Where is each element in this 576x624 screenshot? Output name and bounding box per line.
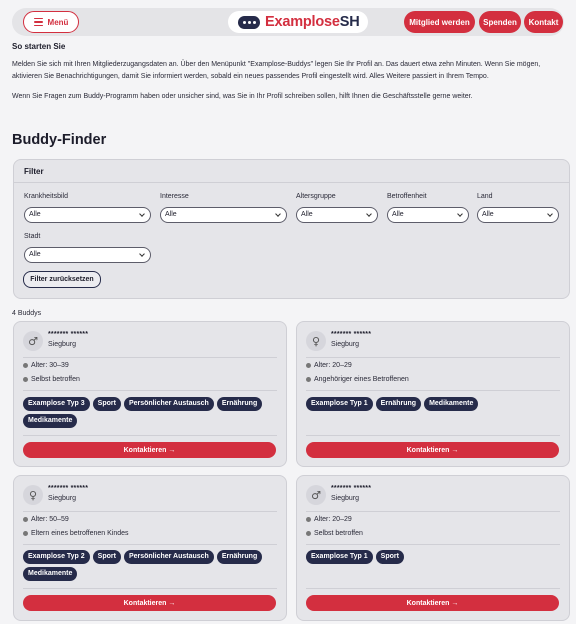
buddy-age: Alter: 30–39 xyxy=(23,362,69,369)
contact-buddy-button[interactable]: Kontaktieren → xyxy=(23,595,276,611)
site-header xyxy=(12,8,564,36)
tag-list xyxy=(306,550,564,564)
intro-paragraph-1: Melden Sie sich mit Ihren Mitgliederzugangsdaten an. Über den Menüpunkt "Examplose-Buddys" legen Sie Ihr Profil an. Das dauert etwa zehn Minuten. Wenn Sie mögen, aktivieren Sie Benachrichtigungen, damit Sie informiert werden, sobald ein neues passendes Profil eingestellt wird. Alles Weitere passiert in Ihrem Tempo. xyxy=(12,61,541,80)
filter-label-altersgruppe: Altersgruppe xyxy=(296,193,336,200)
dot-icon xyxy=(306,363,311,368)
dot-icon xyxy=(306,377,311,382)
select-land[interactable]: Alle xyxy=(477,207,559,223)
dot-icon xyxy=(306,517,311,522)
buddy-city: Siegburg xyxy=(48,341,77,348)
buddy-relation: Selbst betroffen xyxy=(23,376,80,383)
tag-list xyxy=(23,397,281,428)
tag: Persönlicher Austausch xyxy=(124,397,214,411)
dot-icon xyxy=(23,377,28,382)
divider xyxy=(306,390,560,391)
divider xyxy=(306,544,560,545)
tag: Sport xyxy=(93,397,121,411)
divider xyxy=(23,544,277,545)
buddy-age: Alter: 20–29 xyxy=(306,516,352,523)
dot-icon xyxy=(23,363,28,368)
buddy-relation: Angehöriger eines Betroffenen xyxy=(306,376,409,383)
buddy-city: Siegburg xyxy=(48,495,77,502)
become-member-button[interactable]: Mitglied werden xyxy=(404,11,475,33)
buddy-name: ******* ****** xyxy=(48,331,89,338)
select-stadt[interactable]: Alle xyxy=(24,247,151,263)
buddy-name: ******* ****** xyxy=(331,331,372,338)
buddy-city: Siegburg xyxy=(331,341,360,348)
contact-buddy-button[interactable]: Kontaktieren → xyxy=(306,442,559,458)
tag: Examplose Typ 2 xyxy=(23,550,90,564)
divider xyxy=(23,435,277,436)
tag: Medikamente xyxy=(23,567,77,581)
tag: Persönlicher Austausch xyxy=(124,550,214,564)
tag: Ernährung xyxy=(217,397,262,411)
buddy-name: ******* ****** xyxy=(331,485,372,492)
buddy-card xyxy=(13,321,287,467)
tag: Examplose Typ 3 xyxy=(23,397,90,411)
filter-label-stadt: Stadt xyxy=(24,233,41,240)
filter-label-betroffenheit: Betroffenheit xyxy=(387,193,427,200)
divider xyxy=(306,435,560,436)
chevron-down-icon xyxy=(457,211,463,217)
tag: Examplose Typ 1 xyxy=(306,550,373,564)
divider xyxy=(23,588,277,589)
logo[interactable] xyxy=(228,11,368,33)
intro-paragraph-2: Wenn Sie Fragen zum Buddy-Programm haben oder unsicher sind, was Sie in Ihr Profil schreiben sollen, hilft Ihnen die Geschäftsstelle gerne weiter. xyxy=(12,93,473,100)
menu-button[interactable] xyxy=(23,11,79,33)
female-icon: ♀ xyxy=(23,485,43,505)
buddy-age: Alter: 20–29 xyxy=(306,362,352,369)
tag-list xyxy=(306,397,564,411)
chevron-down-icon xyxy=(366,211,372,217)
select-altersgruppe[interactable]: Alle xyxy=(296,207,378,223)
divider xyxy=(306,511,560,512)
contact-button[interactable]: Kontakt xyxy=(524,11,563,33)
male-icon: ♂ xyxy=(23,331,43,351)
contact-buddy-button[interactable]: Kontaktieren → xyxy=(306,595,559,611)
buddy-relation: Selbst betroffen xyxy=(306,530,363,537)
filter-label-land: Land xyxy=(477,193,493,200)
tag: Medikamente xyxy=(424,397,478,411)
dot-icon xyxy=(23,517,28,522)
menu-label: Menü xyxy=(47,17,69,27)
buddy-count: 4 Buddys xyxy=(12,310,42,317)
chevron-down-icon xyxy=(139,211,145,217)
divider xyxy=(23,511,277,512)
chevron-down-icon xyxy=(275,211,281,217)
filter-panel xyxy=(13,159,570,299)
tag: Sport xyxy=(376,550,404,564)
buddy-card xyxy=(296,321,570,467)
dot-icon xyxy=(306,531,311,536)
select-krankheitsbild[interactable]: Alle xyxy=(24,207,151,223)
logo-dots-icon xyxy=(238,16,260,29)
buddy-card xyxy=(13,475,287,621)
contact-buddy-button[interactable]: Kontaktieren → xyxy=(23,442,276,458)
buddy-card xyxy=(296,475,570,621)
filter-label-interesse: Interesse xyxy=(160,193,189,200)
divider xyxy=(23,357,277,358)
divider xyxy=(23,390,277,391)
tag: Sport xyxy=(93,550,121,564)
tag: Ernährung xyxy=(217,550,262,564)
tag: Examplose Typ 1 xyxy=(306,397,373,411)
chevron-down-icon xyxy=(139,251,145,257)
filter-title: Filter xyxy=(14,160,569,183)
select-betroffenheit[interactable]: Alle xyxy=(387,207,469,223)
divider xyxy=(306,357,560,358)
divider xyxy=(306,588,560,589)
buddy-age: Alter: 50–59 xyxy=(23,516,69,523)
donate-button[interactable]: Spenden xyxy=(479,11,521,33)
buddy-relation: Eltern eines betroffenen Kindes xyxy=(23,530,129,537)
logo-text: ExamploseSH xyxy=(265,14,360,30)
intro-title: So starten Sie xyxy=(12,42,66,51)
tag: Medikamente xyxy=(23,414,77,428)
male-icon: ♂ xyxy=(306,485,326,505)
buddy-city: Siegburg xyxy=(331,495,360,502)
female-icon: ♀ xyxy=(306,331,326,351)
dot-icon xyxy=(23,531,28,536)
tag-list xyxy=(23,550,281,581)
buddy-name: ******* ****** xyxy=(48,485,89,492)
reset-filter-button[interactable]: Filter zurücksetzen xyxy=(23,271,101,288)
finder-title: Buddy-Finder xyxy=(12,132,107,148)
chevron-down-icon xyxy=(547,211,553,217)
tag: Ernährung xyxy=(376,397,421,411)
hamburger-icon xyxy=(34,18,43,27)
select-interesse[interactable]: Alle xyxy=(160,207,287,223)
filter-label-krankheitsbild: Krankheitsbild xyxy=(24,193,68,200)
